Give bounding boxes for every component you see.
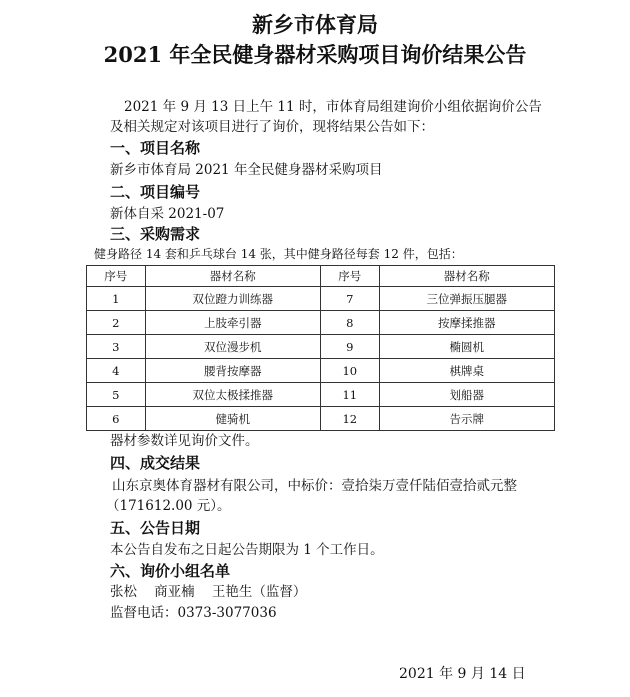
table-cell: 椭圆机 <box>379 335 554 359</box>
table-cell: 6 <box>87 407 146 431</box>
table-cell: 5 <box>87 383 146 407</box>
table-header-cell: 序号 <box>87 266 146 287</box>
supervision-phone: 监督电话：0373-3077036 <box>110 605 277 621</box>
project-name-text: 新乡市体育局 2021 年全民健身器材采购项目 <box>110 162 383 178</box>
table-cell: 划船器 <box>379 383 554 407</box>
table-cell: 9 <box>320 335 379 359</box>
table-header-cell: 序号 <box>320 266 379 287</box>
table-row <box>87 287 555 311</box>
table-cell: 按摩揉推器 <box>379 311 554 335</box>
table-cell: 10 <box>320 359 379 383</box>
result-line-1: 山东京奥体育器材有限公司，中标价：壹拾柒万壹仟陆佰壹拾贰元整 <box>112 478 517 494</box>
table-row <box>87 311 555 335</box>
requirements-text: 健身路径 14 套和乒乓球台 14 张，其中健身路径每套 12 件，包括： <box>94 247 463 261</box>
members-text: 张松 商亚楠 王艳生（监督） <box>110 584 307 600</box>
table-row <box>87 359 555 383</box>
table-cell: 健骑机 <box>145 407 320 431</box>
table-cell: 棋牌桌 <box>379 359 554 383</box>
table-row <box>87 383 555 407</box>
table-cell: 上肢牵引器 <box>145 311 320 335</box>
equipment-table <box>86 265 555 431</box>
parameters-note: 器材参数详见询价文件。 <box>110 433 259 449</box>
table-cell: 7 <box>320 287 379 311</box>
table-cell: 12 <box>320 407 379 431</box>
table-cell: 8 <box>320 311 379 335</box>
table-cell: 腰背按摩器 <box>145 359 320 383</box>
table-cell: 双位蹬力训练器 <box>145 287 320 311</box>
announcement-period-text: 本公告自发布之日起公告期限为 1 个工作日。 <box>110 542 384 558</box>
table-cell: 三位弹振压腿器 <box>379 287 554 311</box>
result-line-2: （171612.00 元）。 <box>106 498 231 514</box>
intro-line-1: 2021 年 9 月 13 日上午 11 时，市体育局组建询价小组依据询价公告 <box>124 99 542 115</box>
announcement-date: 2021 年 9 月 14 日 <box>399 666 526 682</box>
section-heading-project-number: 二、项目编号 <box>110 183 201 201</box>
table-header-cell: 器材名称 <box>379 266 554 287</box>
table-header-cell: 器材名称 <box>145 266 320 287</box>
table-cell: 11 <box>320 383 379 407</box>
table-cell: 双位漫步机 <box>145 335 320 359</box>
table-cell: 1 <box>87 287 146 311</box>
table-cell: 3 <box>87 335 146 359</box>
section-heading-result: 四、成交结果 <box>110 454 201 472</box>
section-heading-date: 五、公告日期 <box>110 519 201 537</box>
section-heading-requirements: 三、采购需求 <box>110 225 201 243</box>
section-heading-project-name: 一、项目名称 <box>110 139 201 157</box>
project-number-text: 新体自采 2021-07 <box>110 206 225 222</box>
section-heading-members: 六、询价小组名单 <box>110 562 231 580</box>
table-row <box>87 335 555 359</box>
table-cell: 4 <box>87 359 146 383</box>
table-cell: 告示牌 <box>379 407 554 431</box>
table-row <box>87 407 555 431</box>
table-cell: 2 <box>87 311 146 335</box>
table-cell: 双位太极揉推器 <box>145 383 320 407</box>
table-header-row <box>87 266 555 287</box>
page-title-org: 新乡市体育局 <box>252 12 378 37</box>
intro-line-2: 及相关规定对该项目进行了询价，现将结果公告如下： <box>110 119 434 135</box>
page-title: 2021 年全民健身器材采购项目询价结果公告 <box>103 42 527 67</box>
